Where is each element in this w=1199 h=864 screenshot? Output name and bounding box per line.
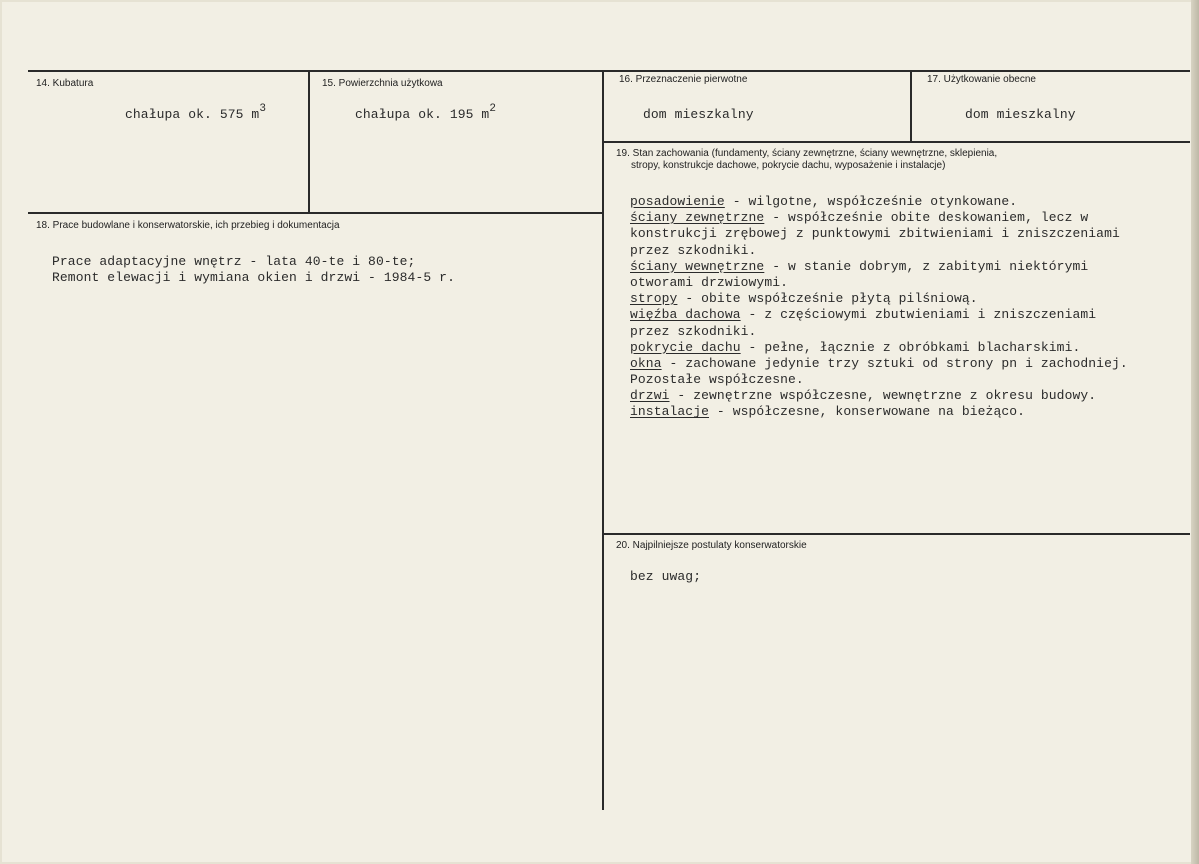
rule-under-19 bbox=[603, 533, 1190, 535]
field-19-line bbox=[630, 194, 1128, 210]
field-18-line: Remont elewacji i wymiana okien i drzwi - 1984-5 r. bbox=[52, 270, 455, 286]
field-19-heading: drzwi bbox=[630, 388, 670, 404]
field-20-label: 20. Najpilniejsze postulaty konserwatorskie bbox=[616, 540, 807, 551]
field-19-line-text: - pełne, łącznie z obróbkami blacharskimi. bbox=[740, 339, 1081, 355]
field-19-line-text: - wilgotne, współcześnie otynkowane. bbox=[724, 194, 1018, 209]
field-19-text bbox=[630, 194, 1128, 421]
field-19-line bbox=[630, 210, 1128, 226]
field-19-line-text: Pozostałe współczesne. bbox=[630, 372, 804, 388]
field-19-line-text: otworami drzwiowymi. bbox=[630, 274, 789, 290]
field-15-value bbox=[355, 102, 497, 122]
field-19-heading: więźba dachowa bbox=[630, 307, 741, 323]
field-17-label: 17. Użytkowanie obecne bbox=[927, 74, 1036, 85]
field-19-line bbox=[630, 291, 1128, 307]
field-19-line bbox=[630, 307, 1128, 323]
field-20-value: bez uwag; bbox=[630, 569, 702, 584]
field-19-line bbox=[630, 226, 1128, 242]
field-19-line-text: konstrukcji zrębowej z punktowymi zbitwieniami i zniszczeniami bbox=[630, 226, 1120, 242]
field-19-line-text: - z częściowymi zbutwieniami i zniszczeniami bbox=[740, 307, 1097, 323]
field-19-label-line-1: 19. Stan zachowania (fundamenty, ściany zewnętrzne, ściany wewnętrzne, sklepienia, bbox=[616, 148, 998, 159]
field-15-label: 15. Powierzchnia użytkowa bbox=[322, 78, 443, 89]
field-19-label-line-2: stropy, konstrukcje dachowe, pokrycie dachu, wyposażenie i instalacje) bbox=[631, 160, 946, 171]
field-19-line bbox=[630, 243, 1128, 259]
divider-16-17 bbox=[910, 70, 912, 142]
field-19-heading: pokrycie dachu bbox=[630, 339, 741, 355]
field-19-line-text: - współczesne, konserwowane na bieżąco. bbox=[709, 404, 1026, 420]
field-19-line-text: przez szkodniki. bbox=[630, 242, 757, 258]
card-edge-shadow bbox=[1191, 0, 1199, 864]
field-19-line-text: przez szkodniki. bbox=[630, 323, 757, 339]
field-19-line-text: - obite współcześnie płytą pilśniową. bbox=[677, 291, 978, 307]
field-16-label: 16. Przeznaczenie pierwotne bbox=[619, 74, 748, 85]
field-19-line bbox=[630, 356, 1128, 372]
field-18-text bbox=[52, 254, 455, 286]
field-17-value: dom mieszkalny bbox=[965, 107, 1076, 122]
field-19-line bbox=[630, 404, 1128, 420]
field-19-line-text: - w stanie dobrym, z zabitymi niektórymi bbox=[764, 258, 1089, 274]
field-14-value bbox=[125, 102, 267, 122]
field-19-heading: stropy bbox=[630, 291, 678, 307]
field-19-heading: okna bbox=[630, 355, 662, 371]
top-rule bbox=[28, 70, 1190, 72]
field-19-line bbox=[630, 275, 1128, 291]
field-15-value-text: chałupa ok. 195 m bbox=[355, 107, 490, 122]
field-14-value-exponent: 3 bbox=[259, 102, 267, 115]
field-19-line bbox=[630, 388, 1128, 404]
field-19-label bbox=[616, 148, 997, 172]
rule-under-16-17 bbox=[603, 141, 1190, 143]
field-18-label: 18. Prace budowlane i konserwatorskie, ich przebieg i dokumentacja bbox=[36, 220, 340, 231]
field-19-line bbox=[630, 259, 1128, 275]
field-14-label: 14. Kubatura bbox=[36, 78, 94, 89]
field-15-value-exponent: 2 bbox=[489, 102, 497, 115]
field-18-line: Prace adaptacyjne wnętrz - lata 40-te i 80-te; bbox=[52, 254, 416, 269]
center-divider bbox=[602, 70, 604, 810]
divider-14-15 bbox=[308, 70, 310, 214]
rule-under-14-15 bbox=[28, 212, 604, 214]
field-19-heading: ściany zewnętrzne bbox=[630, 210, 765, 226]
field-19-line-text: - zachowane jedynie trzy sztuki od strony pn i zachodniej. bbox=[661, 355, 1128, 371]
field-19-line bbox=[630, 372, 1128, 388]
field-14-value-text: chałupa ok. 575 m bbox=[125, 107, 260, 122]
field-19-line-text: - współcześnie obite deskowaniem, lecz w bbox=[764, 210, 1089, 226]
field-19-line bbox=[630, 340, 1128, 356]
field-19-heading: ściany wewnętrzne bbox=[630, 258, 765, 274]
field-19-line bbox=[630, 324, 1128, 340]
field-19-heading: instalacje bbox=[630, 404, 710, 420]
field-16-value: dom mieszkalny bbox=[643, 107, 754, 122]
field-19-line-text: - zewnętrzne współczesne, wewnętrzne z okresu budowy. bbox=[669, 388, 1097, 404]
field-19-heading: posadowienie bbox=[630, 194, 725, 209]
